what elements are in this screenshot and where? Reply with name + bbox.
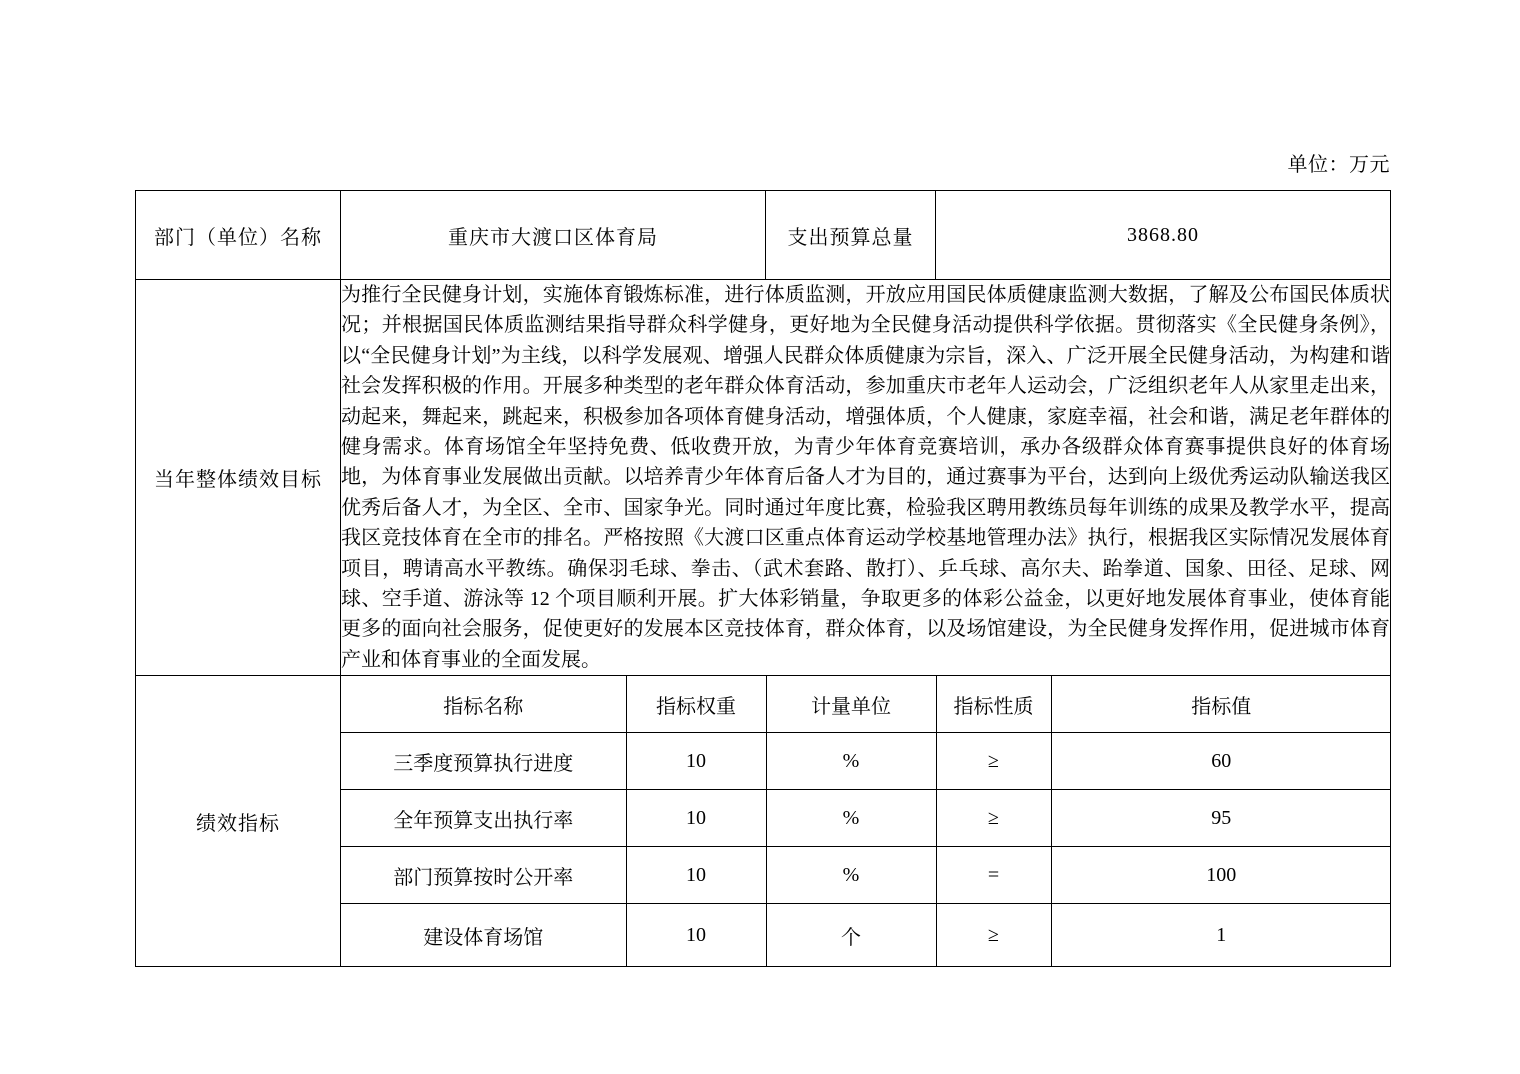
annual-goal-text: 为推行全民健身计划，实施体育锻炼标准，进行体质监测，开放应用国民体质健康监测大数据，了解及公布国民体质状况；并根据国民体质监测结果指导群众科学健身，更好地为全民健身活动提供科学依据。贯彻落实《全民健身条例》，以“全民健身计划”为主线，以科学发展观、增强人民群众体质健康为宗旨，深入、广泛开展全民健身活动，为构建和谐社会发挥积极的作用。开展多种类型的老年群众体育活动，参加重庆市老年人运动会，广泛组织老年人从家里走出来，动起来，舞起来，跳起来，积极参加各项体育健身活动，增强体质，个人健康，家庭幸福，社会和谐，满足老年群体的健身需求。体育场馆全年坚持免费、低收费开放，为青少年体育竞赛培训，承办各级群众体育赛事提供良好的体育场地，为体育事业发展做出贡献。以培养青少年体育后备人才为目的，通过赛事为平台，达到向上级优秀运动队输送我区优秀后备人才，为全区、全市、国家争光。同时通过年度比赛，检验我区聘用教练员每年训练的成果及教学水平，提高我区竞技体育在全市的排名。严格按照《大渡口区重点体育运动学校基地管理办法》执行，根据我区实际情况发展体育项目，聘请高水平教练。确保羽毛球、拳击、（武术套路、散打）、乒乓球、高尔夫、跆拳道、国象、田径、足球、网球、空手道、游泳等 12 个项目顺利开展。扩大体彩销量，争取更多的体彩公益金，以更好地发展体育事业，使体育能更多的面向社会服务，促使更好的发展本区竞技体育，群众体育，以及场馆建设，为全民健身发挥作用，促进城市体育产业和体育事业的全面发展。 [341,280,1391,676]
kpi-value: 95 [1051,790,1391,847]
kpi-weight: 10 [626,904,766,967]
table-row-kpi-section [136,676,1391,967]
table-row-department [136,191,1391,280]
kpi-unit: % [766,790,936,847]
kpi-col-value: 指标值 [1051,676,1391,733]
kpi-unit: % [766,733,936,790]
table-row [341,733,1391,790]
kpi-value: 1 [1051,904,1391,967]
unit-note: 单位：万元 [1287,154,1390,176]
kpi-name: 三季度预算执行进度 [341,733,626,790]
table-row [341,904,1391,967]
kpi-col-weight: 指标权重 [626,676,766,733]
kpi-nature: ≥ [936,790,1051,847]
kpi-col-name: 指标名称 [341,676,626,733]
kpi-nature: = [936,847,1051,904]
kpi-name: 建设体育场馆 [341,904,626,967]
kpi-col-unit: 计量单位 [766,676,936,733]
kpi-col-nature: 指标性质 [936,676,1051,733]
kpi-weight: 10 [626,790,766,847]
kpi-weight: 10 [626,847,766,904]
table-row [341,847,1391,904]
kpi-section-label: 绩效指标 [136,676,341,967]
kpi-value: 60 [1051,733,1391,790]
annual-goal-label: 当年整体绩效目标 [136,280,341,676]
kpi-value: 100 [1051,847,1391,904]
kpi-table [341,676,1391,966]
kpi-name: 全年预算支出执行率 [341,790,626,847]
kpi-name: 部门预算按时公开率 [341,847,626,904]
table-row [341,790,1391,847]
kpi-unit: % [766,847,936,904]
dept-name-value: 重庆市大渡口区体育局 [341,191,766,280]
budget-total-value: 3868.80 [936,191,1391,280]
kpi-table-container [341,676,1391,967]
kpi-weight: 10 [626,733,766,790]
table-row-annual-goal [136,280,1391,676]
kpi-nature: ≥ [936,904,1051,967]
kpi-header-row [341,676,1391,733]
kpi-nature: ≥ [936,733,1051,790]
budget-performance-table [135,190,1391,967]
kpi-unit: 个 [766,904,936,967]
budget-total-label: 支出预算总量 [766,191,936,280]
dept-name-label: 部门（单位）名称 [136,191,341,280]
